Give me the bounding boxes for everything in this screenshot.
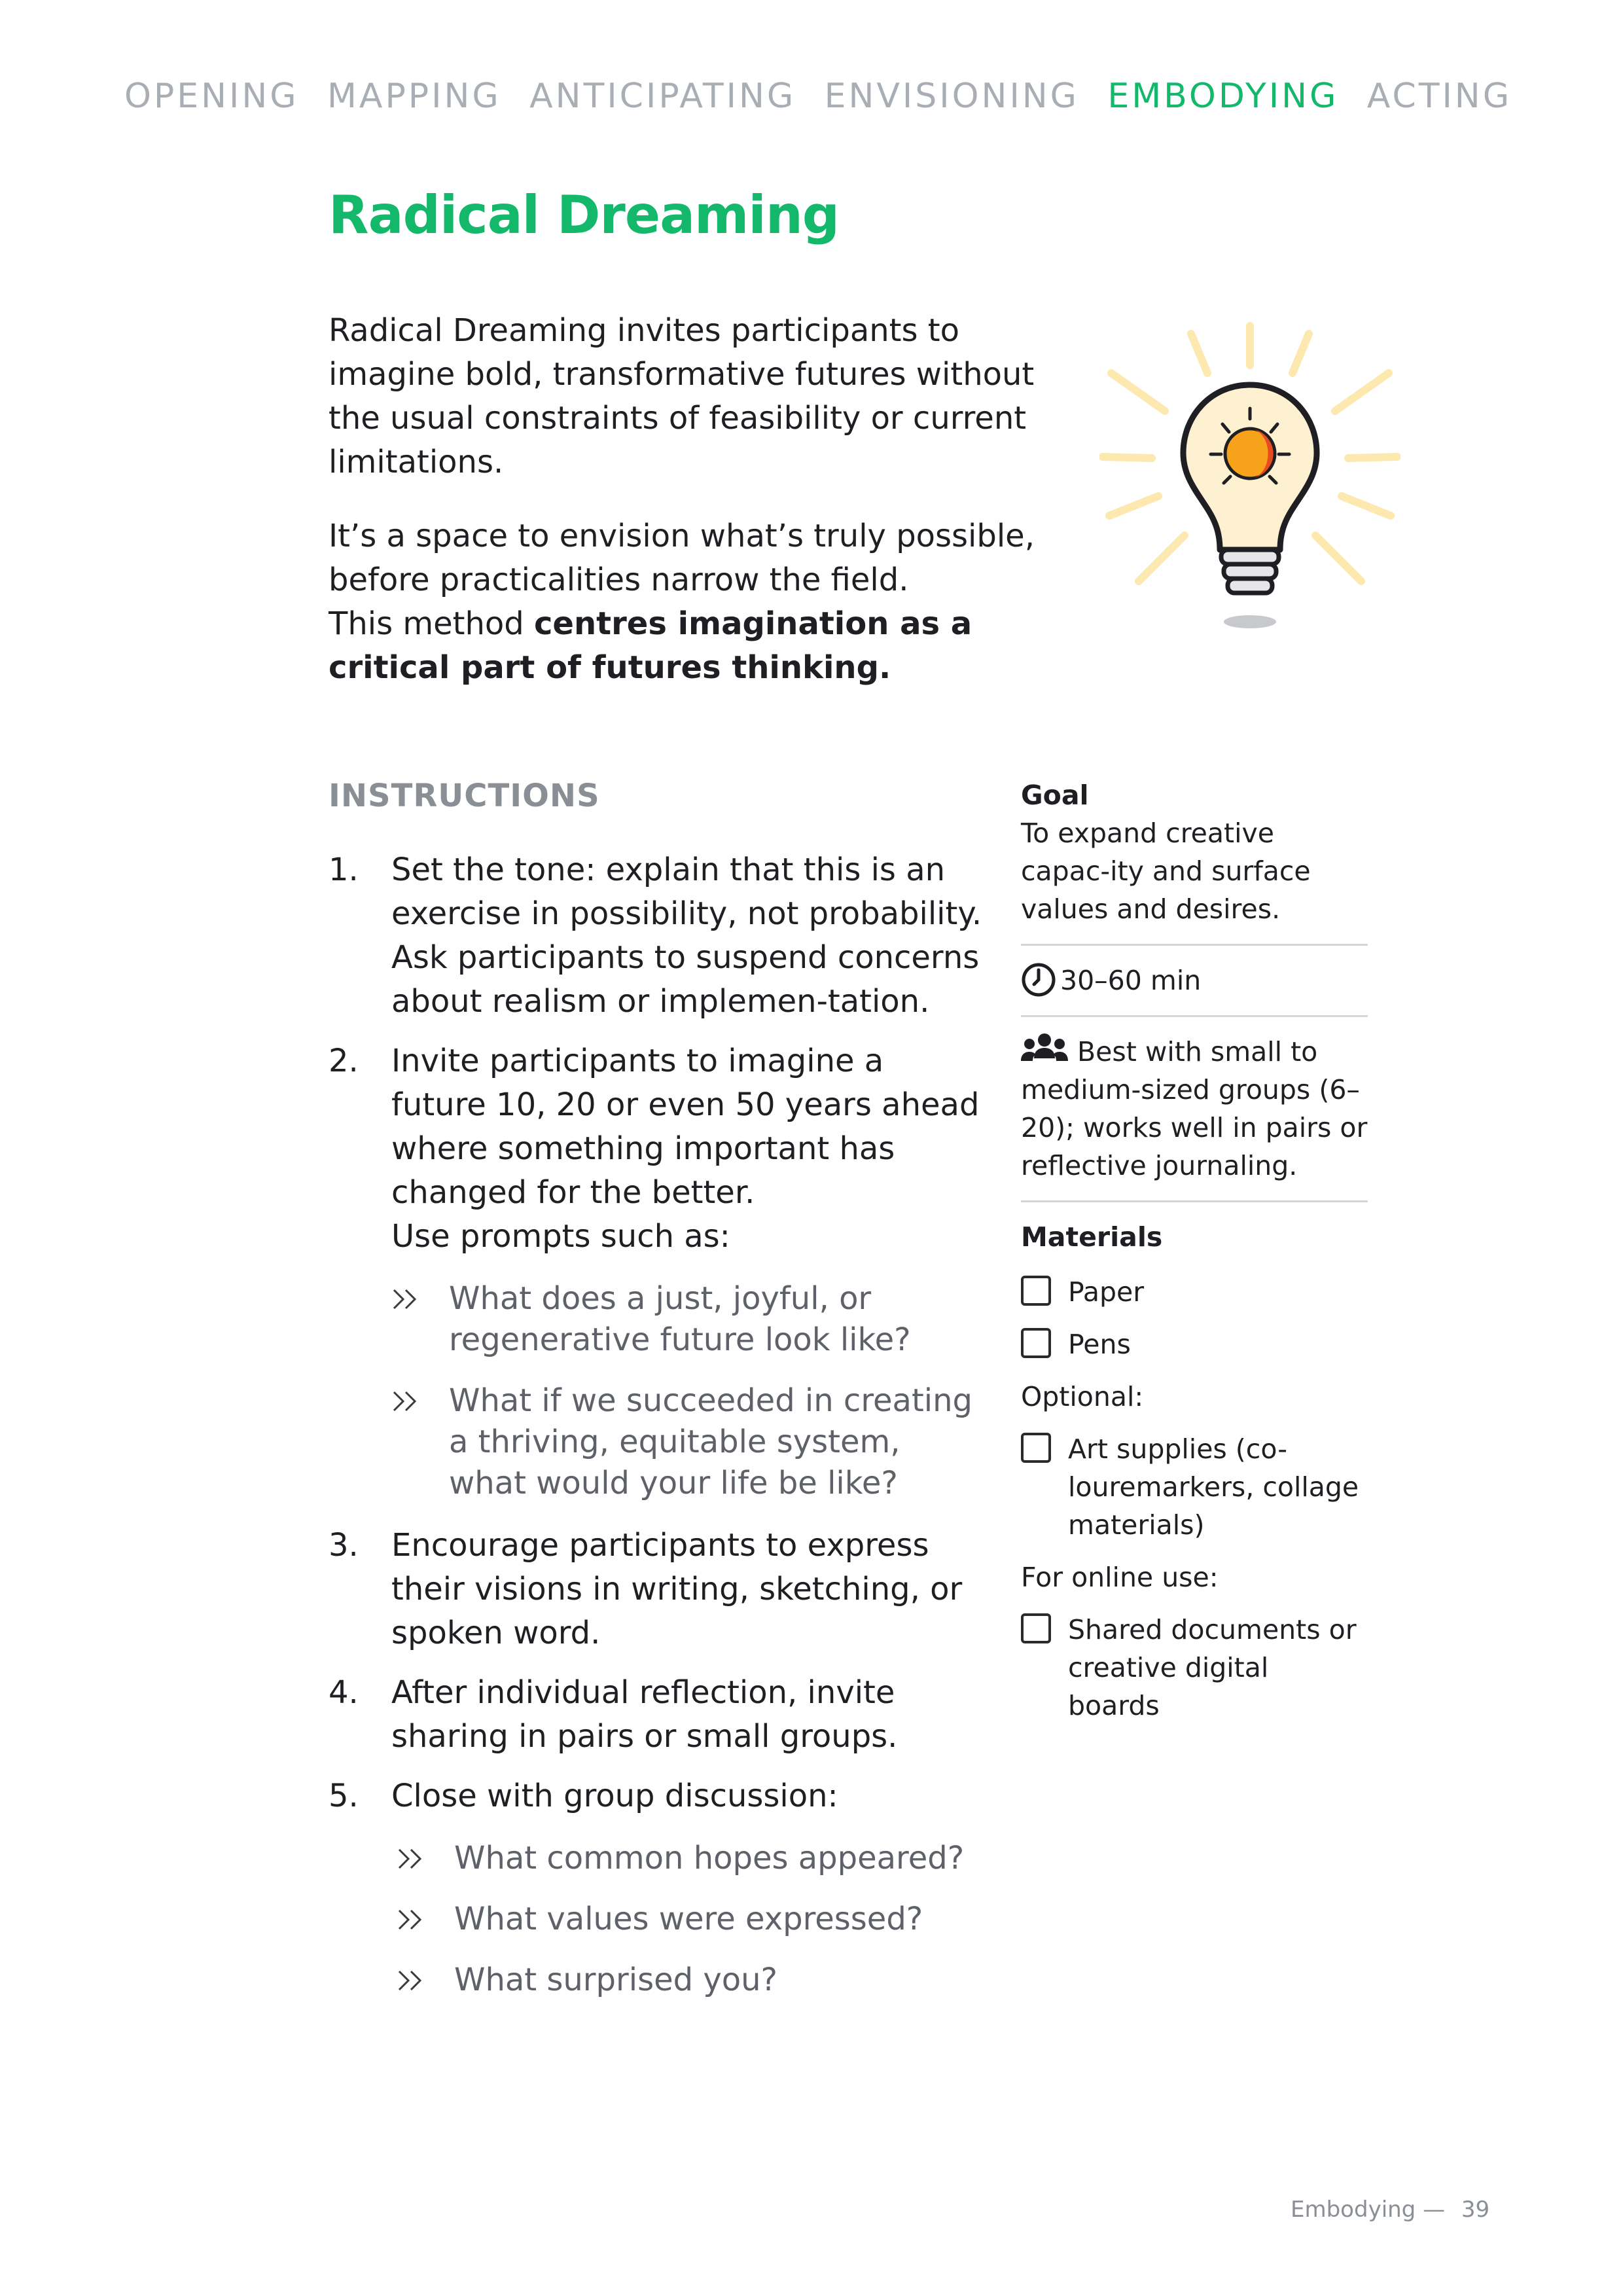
nav-item-mapping[interactable]: MAPPING [327,77,501,116]
optional-label: Optional: [1021,1381,1144,1412]
divider [1021,1015,1368,1017]
step-text: After individual reflection, invite sharing in pairs or small groups. [391,1674,898,1755]
duration-text: 30–60 min [1060,965,1202,996]
instruction-step [329,848,983,1024]
lightbulb-icon [1099,319,1400,640]
online-use-label: For online use: [1021,1562,1219,1593]
nav-item-opening[interactable]: OPENING [124,77,299,116]
step-text: Invite participants to imagine a future 10, 20 or even 50 years ahead where something important has changed for the better. [391,1043,980,1211]
intro-paragraph-2 [329,514,1088,690]
nav-item-embodying[interactable]: EMBODYING [1107,77,1339,116]
prompt-list [391,1838,983,2001]
goal-text: To expand creative capac-ity and surface values and desires. [1021,817,1311,925]
nav-item-envisioning[interactable]: ENVISIONING [824,77,1079,116]
prompt-text: What surprised you? [454,1962,778,1998]
intro-paragraph-1: Radical Dreaming invites participants to imagine bold, transformative futures without the usual constraints of feasibility or current limitations. [329,312,1035,480]
section-nav [124,73,1512,119]
materials-title: Materials [1021,1221,1163,1253]
prompt-text: What does a just, joyful, or regenerative future look like? [449,1280,911,1358]
intro-emphasis: centres imagination as a critical part of futures thinking. [329,605,972,686]
intro-paragraph-2-prefix: This method [329,605,534,642]
divider [1021,1200,1368,1202]
duration-row [1021,961,1368,999]
nav-item-anticipating[interactable]: ANTICIPATING [529,77,796,116]
instructions-list [329,848,983,2020]
material-label: Paper [1068,1276,1145,1308]
group-size-row [1021,1033,1368,1185]
page-number: 39 [1461,2197,1490,2223]
instruction-step [329,1524,983,1655]
checkbox[interactable] [1021,1433,1051,1463]
footer-section: Embodying [1291,2197,1416,2223]
double-chevron-right-icon [397,1847,427,1871]
material-art-supplies [1021,1430,1368,1544]
prompt-item [391,1899,983,1940]
material-label: Pens [1068,1329,1131,1360]
prompt-text: What common hopes appeared? [454,1840,965,1876]
goal-title: Goal [1021,780,1089,811]
intro-paragraph-2-line-1: It’s a space to envision what’s truly possible, before practicalities narrow the field. [329,518,1035,598]
material-label: Shared documents or creative digital boards [1068,1614,1357,1721]
page-title: Radical Dreaming [329,185,840,245]
checkbox[interactable] [1021,1276,1051,1306]
instruction-step [329,1039,983,1504]
double-chevron-right-icon [397,1908,427,1931]
method-sidebar [1021,776,1368,1725]
step-text: Encourage participants to express their visions in writing, sketching, or spoken word. [391,1527,963,1651]
prompt-item [391,1960,983,2001]
instruction-step [329,1671,983,1759]
step-number: 4. [329,1674,359,1711]
checkbox[interactable] [1021,1328,1051,1358]
checkbox[interactable] [1021,1613,1051,1643]
clock-icon [1021,962,1056,997]
material-paper [1021,1273,1368,1311]
footer-separator: — [1423,2197,1446,2223]
group-size-text: Best with small to medium-sized groups (6–20); works well in pairs or reflective journaling. [1021,1036,1368,1181]
step-text-continued: Use prompts such as: [391,1218,730,1255]
prompt-list [391,1278,983,1504]
prompt-text: What values were expressed? [454,1901,923,1937]
double-chevron-right-icon [397,1969,427,1992]
prompt-text: What if we succeeded in creating a thriving, equitable system, what would your life be like? [449,1382,972,1501]
step-text: Close with group discussion: [391,1778,838,1814]
nav-item-acting[interactable]: ACTING [1366,77,1512,116]
people-group-icon [1021,1032,1068,1066]
step-number: 5. [329,1778,359,1814]
double-chevron-right-icon [391,1287,421,1311]
prompt-item [391,1838,983,1879]
page-footer [1291,2197,1489,2223]
prompt-item [391,1380,983,1504]
instructions-heading: INSTRUCTIONS [329,778,600,814]
material-label: Art supplies (co-louremarkers, collage materials) [1068,1433,1359,1541]
material-shared-documents [1021,1611,1368,1725]
material-pens [1021,1325,1368,1363]
instruction-step [329,1774,983,2001]
step-number: 2. [329,1043,359,1079]
step-number: 3. [329,1527,359,1564]
double-chevron-right-icon [391,1390,421,1413]
step-number: 1. [329,852,359,888]
prompt-item [391,1278,983,1361]
step-text: Set the tone: explain that this is an exercise in possibility, not probability. Ask participants to suspend concerns about realism or implemen-tation. [391,852,982,1020]
divider [1021,944,1368,946]
intro-text [329,309,1088,690]
